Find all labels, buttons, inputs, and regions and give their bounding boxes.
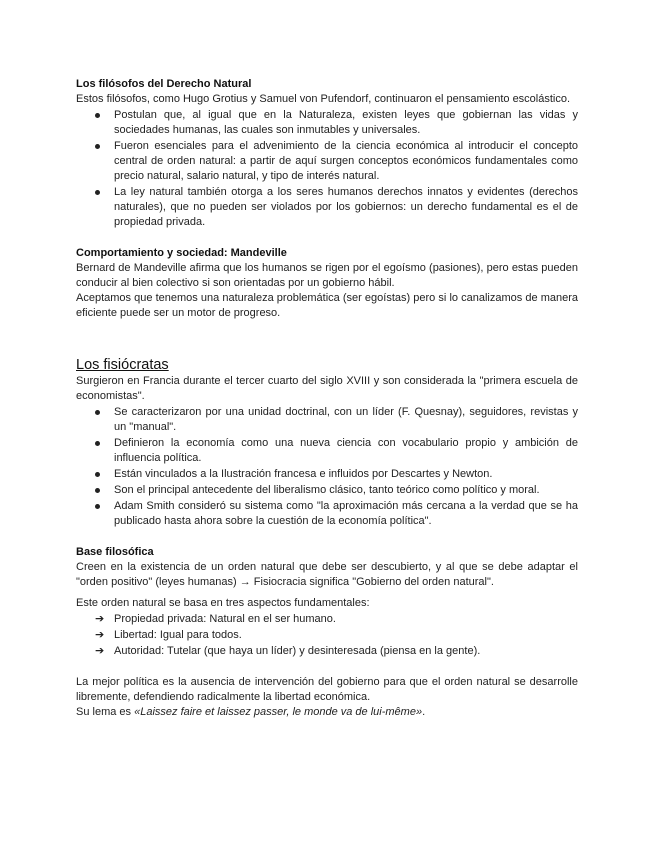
list-item <box>76 436 578 466</box>
list-item <box>76 108 578 138</box>
list-item-text: Libertad: Igual para todos. <box>114 629 242 641</box>
bullet-icon <box>95 436 107 451</box>
list-item-text: Están vinculados a la Ilustración francesa e influidos por Descartes y Newton. <box>114 468 493 480</box>
list-item <box>76 644 578 659</box>
list-item-text: La ley natural también otorga a los seres humanos derechos innatos y evidentes (derechos naturales), que no pueden ser violados por los gobiernos: un derecho fundamental es el de propiedad privada. <box>114 186 578 228</box>
bullet-icon <box>95 139 107 154</box>
list-item <box>76 483 578 498</box>
list-item <box>76 499 578 529</box>
list-item <box>76 405 578 435</box>
section-title-fisiocratas: Los fisiócratas <box>76 357 169 373</box>
arrow-right-icon: ➔ <box>95 645 105 657</box>
list-item-text: Adam Smith consideró su sistema como "la aproximación más cercana a la verdad que se ha publicado hasta ahora sobre la cuestión de la economía política". <box>114 500 578 527</box>
document-content <box>76 77 578 720</box>
motto-suffix: . <box>422 706 426 718</box>
list-item <box>76 612 578 627</box>
list-item <box>76 139 578 184</box>
list-item <box>76 467 578 482</box>
section-heading-base-filosofica: Base filosófica <box>76 546 154 558</box>
paragraph: Bernard de Mandeville afirma que los humanos se rigen por el egoísmo (pasiones), pero estas pueden conducir al bien colectivo si son orientadas por un gobierno hábil. <box>76 262 578 289</box>
list-item-text: Postulan que, al igual que en la Naturaleza, existen leyes que gobiernan las vidas y sociedades humanas, las cuales son inmutables y universales. <box>114 109 578 136</box>
section-heading-mandeville: Comportamiento y sociedad: Mandeville <box>76 247 287 259</box>
arrow-list <box>76 612 578 659</box>
bullet-icon <box>95 467 107 482</box>
arrow-right-icon: ➔ <box>95 613 105 625</box>
bullet-list <box>76 405 578 529</box>
list-item-text: Propiedad privada: Natural en el ser humano. <box>114 613 336 625</box>
list-item <box>76 185 578 230</box>
paragraph: Surgieron en Francia durante el tercer cuarto del siglo XVIII y son considerada la "primera escuela de economistas". <box>76 375 578 402</box>
arrow-right-icon: ➔ <box>95 629 105 641</box>
list-item-text: Son el principal antecedente del liberalismo clásico, tanto teórico como político y moral. <box>114 484 540 496</box>
bullet-icon <box>95 483 107 498</box>
bullet-icon <box>95 108 107 123</box>
list-item-text: Definieron la economía como una nueva ciencia con vocabulario propio y ambición de influencia política. <box>114 437 578 464</box>
motto-line <box>76 705 578 720</box>
bullet-icon <box>95 405 107 420</box>
bullet-list <box>76 108 578 230</box>
paragraph: Aceptamos que tenemos una naturaleza problemática (ser egoístas) pero si lo canalizamos de manera eficiente puede ser un motor de progreso. <box>76 292 578 319</box>
paragraph: Estos filósofos, como Hugo Grotius y Samuel von Pufendorf, continuaron el pensamiento escolástico. <box>76 93 571 105</box>
paragraph: Creen en la existencia de un orden natural que debe ser descubierto, y al que se debe adaptar el "orden positivo" (leyes humanas) → Fisiocracia significa "Gobierno del orden natural". <box>76 561 578 588</box>
bullet-icon <box>95 185 107 200</box>
motto-text: «Laissez faire et laissez passer, le monde va de lui-même» <box>134 706 423 718</box>
motto-prefix: Su lema es <box>76 706 135 718</box>
list-item <box>76 628 578 643</box>
paragraph: La mejor política es la ausencia de intervención del gobierno para que el orden natural se desarrolle libremente, defendiendo radicalmente la libertad económica. <box>76 676 578 703</box>
section-heading-derecho-natural: Los filósofos del Derecho Natural <box>76 78 252 90</box>
bullet-icon <box>95 499 107 514</box>
list-item-text: Fueron esenciales para el advenimiento de la ciencia económica al introducir el concepto central de orden natural: a partir de aquí surgen conceptos económicos fundamentales como precio natural, salario natural, y tipo de interés natural. <box>114 140 578 182</box>
paragraph: Este orden natural se basa en tres aspectos fundamentales: <box>76 597 370 609</box>
list-item-text: Autoridad: Tutelar (que haya un líder) y desinteresada (piensa en la gente). <box>114 645 481 657</box>
list-item-text: Se caracterizaron por una unidad doctrinal, con un líder (F. Quesnay), seguidores, revistas y un "manual". <box>114 406 578 433</box>
